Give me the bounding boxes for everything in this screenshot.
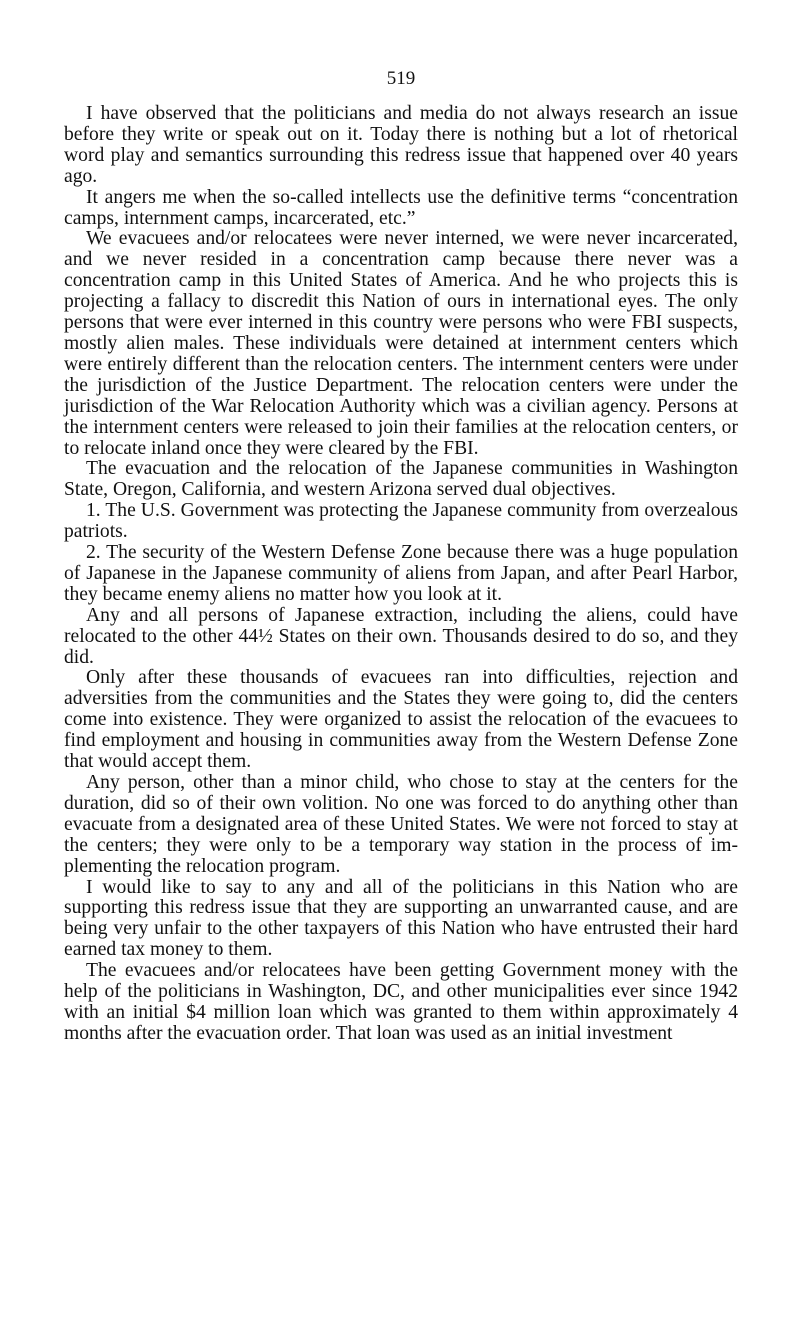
paragraph: The evacuation and the relocation of the Japanese communities in Washington State, Oregon, California, and western Arizona served dual objectives. (64, 458, 738, 501)
paragraph: I have observed that the politicians and media do not always research an issue before they write or speak out on it. Today there is nothing but a lot of rhetorical word play and semantics surrounding this redress issue that happened over 40 years ago. (64, 103, 738, 187)
numbered-paragraph: 2. The security of the Western Defense Zone because there was a huge population of Japanese in the Japanese community of aliens from Japan, and after Pearl Harbor, they became enemy aliens no matter how you look at it. (64, 542, 738, 605)
paragraph: Any person, other than a minor child, who chose to stay at the centers for the duration, did so of their own volition. No one was forced to do anything other than evacuate from a designated area of these United States. We were not forced to stay at the centers; they were only to be a temporary way station in the process of implementing the relocation program. (64, 772, 738, 877)
paragraph: Only after these thousands of evacuees ran into difficulties, rejection and adversities from the communities and the States they were going to, did the centers come into existence. They were organized to assist the relocation of the evacuees to find employment and housing in communities away from the Western Defense Zone that would accept them. (64, 667, 738, 773)
paragraph: We evacuees and/or relocatees were never interned, we were never incarcerated, and we never resided in a concentration camp because there never was a concentration camp in this United States of America. And he who projects this is projecting a fallacy to discredit this Nation of ours in international eyes. The only persons that were ever interned in this country were persons who were FBI suspects, mostly alien males. These individuals were detained at internment centers which were entirely different than the relocation centers. The internment centers were under the jurisdiction of the Justice Department. The relocation centers were under the jurisdiction of the War Relocation Authority which was a civilian agency. Persons at the internment centers were released to join their families at the relocation centers, or to relocate inland once they were cleared by the FBI. (64, 228, 738, 459)
document-page (64, 68, 738, 1045)
numbered-paragraph: 1. The U.S. Government was protecting the Japanese community from overzealous patriots. (64, 500, 738, 543)
paragraph: It angers me when the so-called intellects use the definitive terms “concentration camps, internment camps, incarcerated, etc.” (64, 186, 738, 229)
page-number: 519 (386, 68, 416, 89)
body-text (64, 104, 738, 1045)
paragraph: I would like to say to any and all of the politicians in this Nation who are supporting this redress issue that they are supporting an unwarranted cause, and are being very unfair to the other taxpayers of this Nation who have entrusted their hard earned tax money to them. (64, 876, 738, 961)
paragraph: The evacuees and/or relocatees have been getting Government money with the help of the politicians in Washington, DC, and other municipalities ever since 1942 with an initial $4 million loan which was granted to them within approximately 4 months after the evacuation order. That loan was used as an initial investment (64, 960, 738, 1044)
paragraph: Any and all persons of Japanese extraction, including the aliens, could have relocated to the other 44½ States on their own. Thousands desired to do so, and they did. (64, 604, 738, 668)
